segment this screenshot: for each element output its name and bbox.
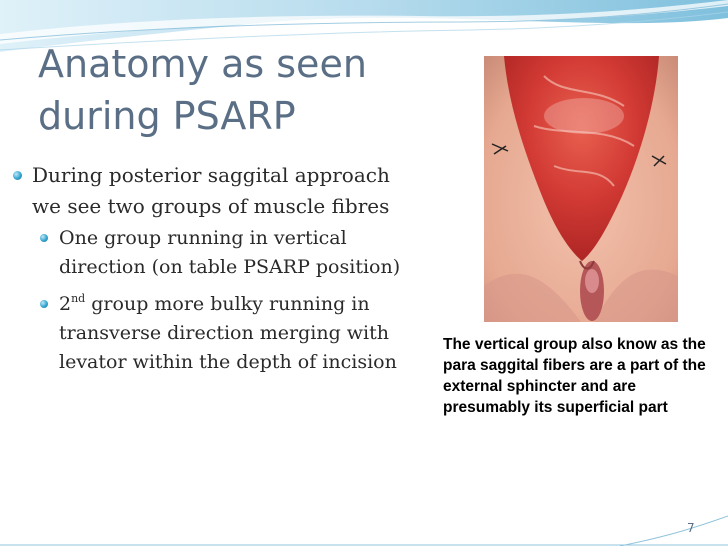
- bullet-dot-icon: [40, 234, 48, 242]
- bullet-list: [6, 160, 406, 377]
- surgical-photo: [484, 56, 678, 322]
- sub-bullet-text: group more bulky running in transverse direction merging with levator within the depth of incision: [59, 293, 397, 373]
- page-number: 7: [687, 521, 695, 535]
- bullet-dot-icon: [40, 300, 48, 308]
- title-line-2: during PSARP: [38, 94, 296, 138]
- slide-title: [38, 38, 418, 142]
- bullet-dot-icon: [13, 171, 22, 180]
- ordinal-suffix: nd: [71, 292, 86, 305]
- bullet-item: [6, 160, 406, 222]
- sub-bullet-item: [6, 224, 406, 282]
- sub-bullet-item: [6, 290, 406, 377]
- bottom-line-decoration: [0, 506, 728, 546]
- ordinal-number: 2: [59, 293, 72, 315]
- sub-bullet-text: One group running in vertical direction (on table PSARP position): [59, 227, 401, 278]
- title-line-1: Anatomy as seen: [38, 42, 367, 86]
- bullet-text: During posterior saggital approach we see two groups of muscle fibres: [32, 163, 390, 218]
- photo-caption: The vertical group also know as the para saggital fibers are a part of the external sphincter and are presumably its superficial part: [443, 336, 706, 416]
